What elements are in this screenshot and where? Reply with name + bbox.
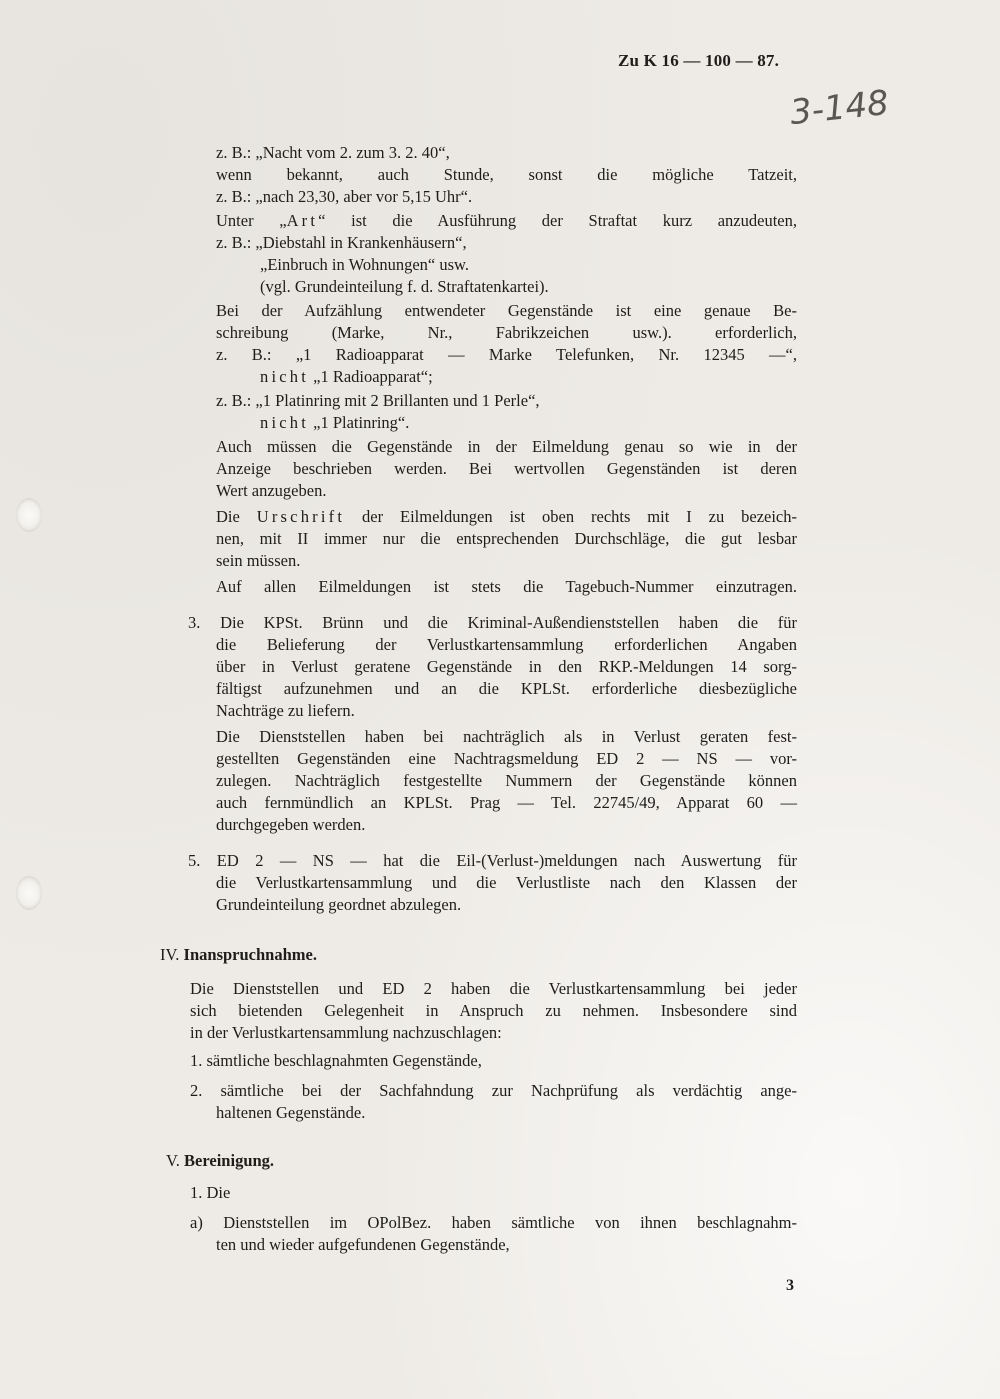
text-line: z. B.: „Diebstahl in Krankenhäusern“,	[216, 233, 467, 252]
page-number: 3	[786, 1277, 794, 1294]
text-line: Die Urschrift der Eilmeldungen ist oben rechts mit I zu bezeich-	[216, 507, 798, 526]
punch-hole-top	[16, 498, 42, 532]
handwritten-note: 3-148	[788, 82, 891, 134]
text-line: zulegen. Nachträglich festgestellte Nummern der Gegenstände können	[216, 771, 797, 790]
text-line: z. B.: „Nacht vom 2. zum 3. 2. 40“,	[216, 143, 450, 162]
text-line: Unter „Art“ ist die Ausführung der Straftat kurz anzudeuten,	[216, 211, 797, 230]
punch-hole-bottom	[16, 876, 42, 910]
text-line: 3. Die KPSt. Brünn und die Kriminal-Außendienststellen haben die für	[188, 613, 797, 632]
document-reference: Zu K 16 — 100 — 87.	[618, 51, 780, 70]
text-line: fältigst aufzunehmen und an die KPLSt. erforderliche diesbezügliche	[216, 679, 797, 698]
text-line: ten und wieder aufgefundenen Gegenstände,	[216, 1235, 510, 1254]
text-line: Bei der Aufzählung entwendeter Gegenstände ist eine genaue Be-	[216, 301, 797, 320]
text-line: Die Dienststellen haben bei nachträglich als in Verlust geraten fest-	[216, 727, 797, 746]
text-line: Auch müssen die Gegenstände in der Eilmeldung genau so wie in der	[216, 437, 797, 456]
text-line: 1. Die	[190, 1183, 231, 1202]
text-line: Die Dienststellen und ED 2 haben die Verlustkartensammlung bei jeder	[190, 979, 797, 998]
text-line: auch fernmündlich an KPLSt. Prag — Tel. 22745/49, Apparat 60 —	[216, 793, 797, 812]
text-line: „Einbruch in Wohnungen“ usw.	[260, 255, 470, 274]
text-line: z. B.: „nach 23,30, aber vor 5,15 Uhr“.	[216, 187, 473, 206]
text-line: 5. ED 2 — NS — hat die Eil-(Verlust-)meldungen nach Auswertung für	[188, 851, 797, 870]
text-line: die Belieferung der Verlustkartensammlung erforderlichen Angaben	[216, 635, 797, 654]
text-line: haltenen Gegenstände.	[216, 1103, 366, 1122]
text-line: Anzeige beschrieben werden. Bei wertvollen Gegenständen ist deren	[216, 459, 797, 478]
text-line: (vgl. Grundeinteilung f. d. Straftatenkartei).	[260, 277, 549, 296]
text-line: nicht „1 Platinring“.	[260, 413, 410, 432]
text-line: Nachträge zu liefern.	[216, 701, 355, 720]
text-line: a) Dienststellen im OPolBez. haben sämtliche von ihnen beschlagnahm-	[190, 1213, 797, 1232]
text-line: z. B.: „1 Platinring mit 2 Brillanten und 1 Perle“,	[216, 391, 540, 410]
text-line: Grundeinteilung geordnet abzulegen.	[216, 895, 462, 914]
text-line: sich bietenden Gelegenheit in Anspruch zu nehmen. Insbesondere sind	[190, 1001, 797, 1020]
text-line: 1. sämtliche beschlagnahmten Gegenstände,	[190, 1051, 482, 1070]
text-line: die Verlustkartensammlung und die Verlustliste nach den Klassen der	[216, 873, 797, 892]
text-line: wenn bekannt, auch Stunde, sonst die mögliche Tatzeit,	[216, 165, 797, 184]
text-line: nicht „1 Radioapparat“;	[260, 367, 433, 386]
text-line: V. Bereinigung.	[166, 1151, 275, 1170]
text-line: durchgegeben werden.	[216, 815, 366, 834]
text-line: z. B.: „1 Radioapparat — Marke Telefunken, Nr. 12345 —“,	[216, 345, 797, 364]
text-line: schreibung (Marke, Nr., Fabrikzeichen usw.). erforderlich,	[216, 323, 797, 342]
text-line: 2. sämtliche bei der Sachfahndung zur Nachprüfung als verdächtig ange-	[190, 1081, 797, 1100]
text-line: über in Verlust geratene Gegenstände in den RKP.-Meldungen 14 sorg-	[216, 657, 797, 676]
text-line: nen, mit II immer nur die entsprechenden Durchschläge, die gut lesbar	[216, 529, 797, 548]
text-line: Wert anzugeben.	[216, 481, 327, 500]
text-line: gestellten Gegenständen eine Nachtragsmeldung ED 2 — NS — vor-	[216, 749, 797, 768]
text-line: sein müssen.	[216, 551, 301, 570]
text-line: IV. Inanspruchnahme.	[160, 945, 317, 964]
text-line: in der Verlustkartensammlung nachzuschlagen:	[190, 1023, 502, 1042]
text-line: Auf allen Eilmeldungen ist stets die Tagebuch-Nummer einzutragen.	[216, 577, 797, 596]
